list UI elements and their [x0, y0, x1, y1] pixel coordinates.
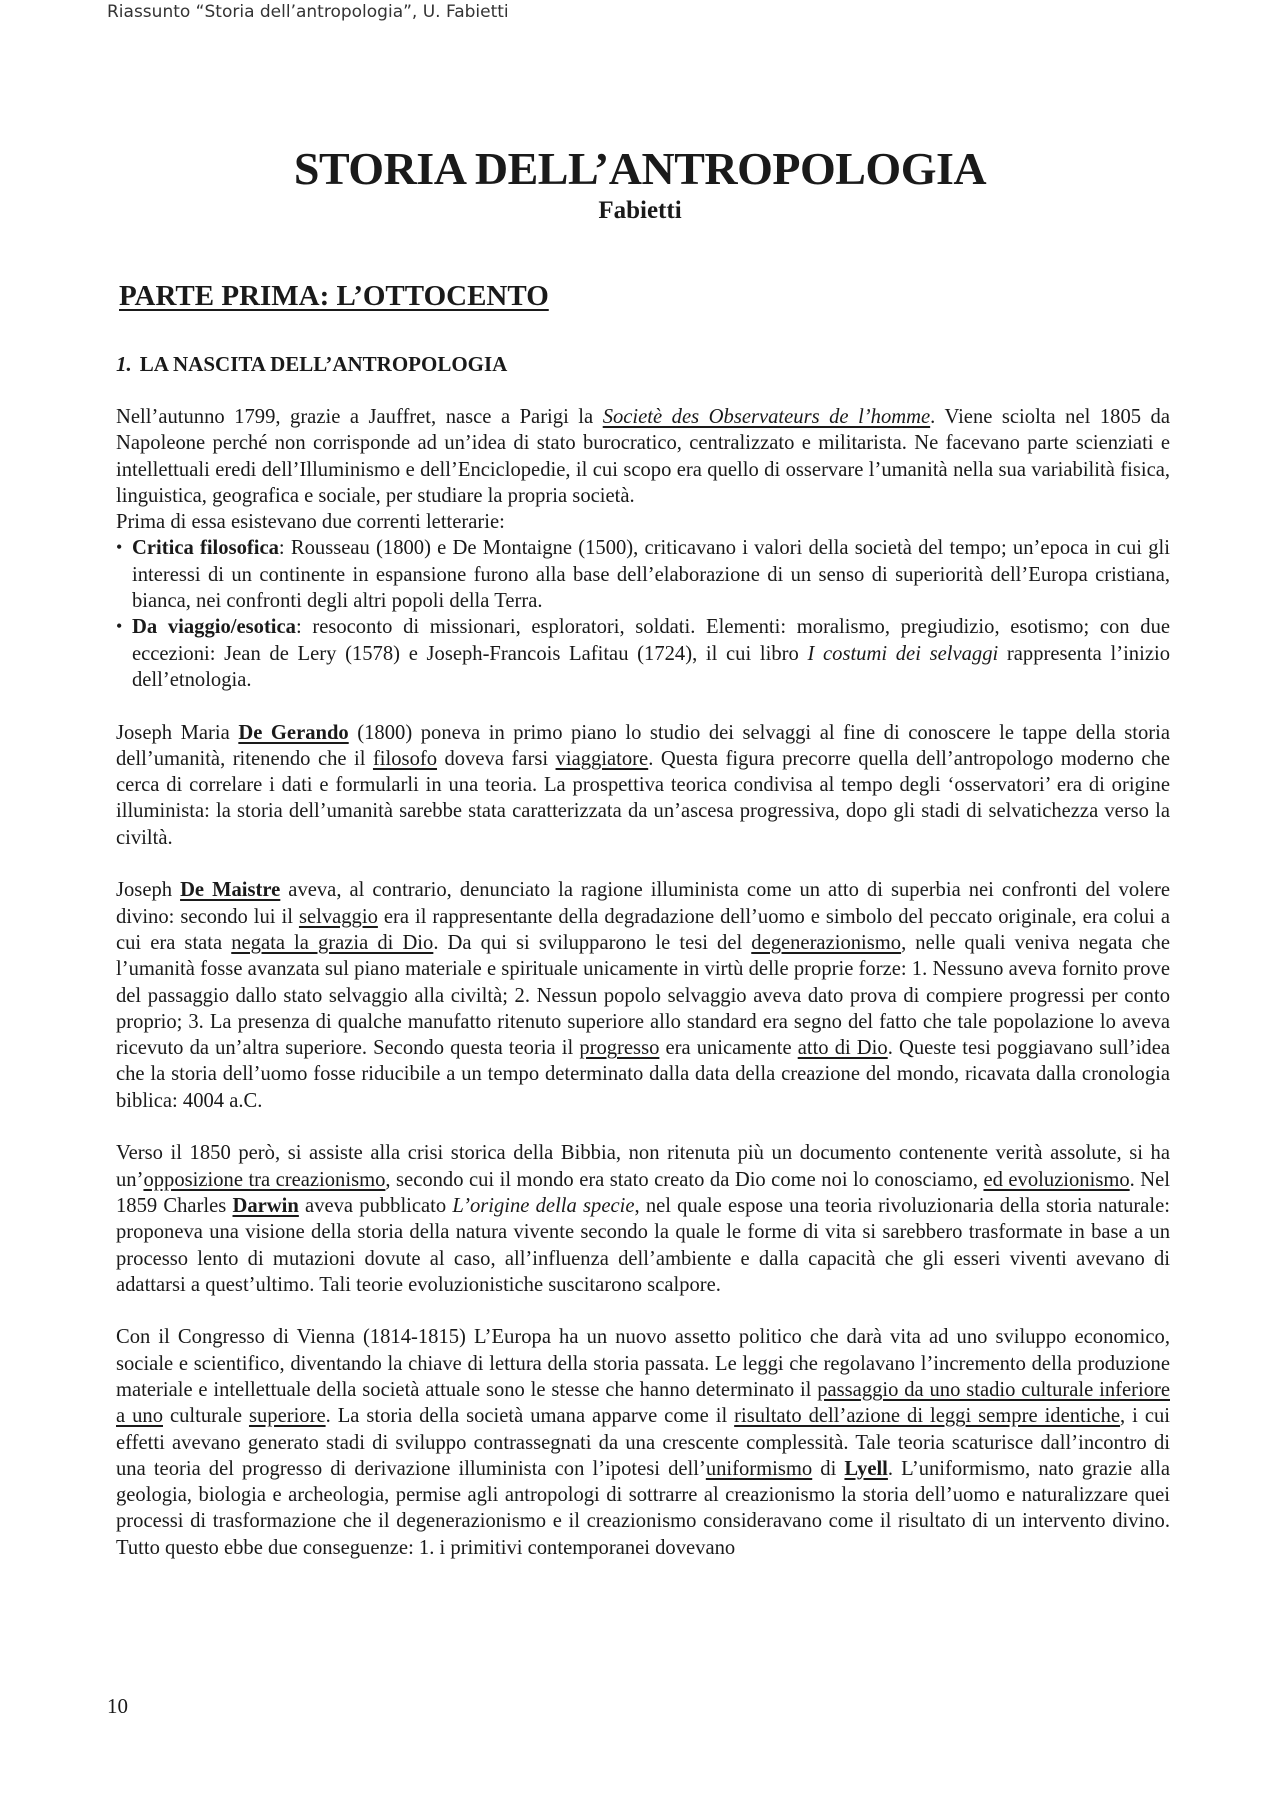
book-title: I costumi dei selvaggi [807, 642, 999, 665]
underlined-term: selvaggio [298, 905, 378, 928]
underlined-term: progresso [579, 1037, 660, 1060]
text-span: . Da qui si svilupparono le tesi del [433, 931, 752, 954]
text-span: , nel quale espose una teoria rivoluzionaria della storia naturale: proponeva una visione della storia della natura vivente secondo la quale le forme di vita si sarebbero trasformate in base a un processo lento di mutazioni dovute al caso, all’influenza dell’ambiente e dalla capacità che gli esseri viventi avevano di adattarsi a quest’ultimo. Tali teorie evoluzionistiche suscitarono scalpore. [116, 1194, 1170, 1296]
list-term: Critica filosofica [132, 537, 279, 560]
text-span: doveva farsi [437, 747, 556, 770]
chapter-title-text: LA NASCITA DELL’ANTROPOLOGIA [139, 352, 508, 376]
text-span: Con il Congresso di Vienna (1814-1815) L’Europa ha un nuovo assetto politico che darà vita ad uno sviluppo economico, sociale e scientifico, diventando la chiave di lettura della storia passata. Le leggi che regolavano l’incremento della produzione materiale e intellettuale della società attuale sono le stesse che hanno determinato il [116, 1326, 1170, 1401]
underlined-term: negata la grazia di Dio [231, 931, 434, 954]
underlined-term: passaggio da uno stadio culturale inferiore a uno [116, 1378, 1170, 1428]
part-title: PARTE PRIMA: L’OTTOCENTO [119, 280, 549, 312]
underlined-term: opposizione tra creazionismo [143, 1168, 386, 1191]
text-span: , i cui effetti avevano generato stadi di sviluppo contrassegnati da una crescente complessità. Tale teoria scaturisce dall’incontro di una teoria del progresso di derivazione illuminista con l’ipotesi dell’ [116, 1405, 1170, 1480]
text-span: . L’uniformismo, nato grazie alla geologia, biologia e archeologia, permise agli antropologi di sottrarre al creazionismo la storia dell’uomo e naturalizzare quei processi di trasformazione che il degenerazionismo e il creazionismo consideravano come il risultato di un intervento divino. Tutto questo ebbe due conseguenze: 1. i primitivi contemporanei dovevano [116, 1457, 1170, 1559]
underlined-term: viaggiatore [555, 747, 649, 770]
chapter-number: 1. [116, 352, 132, 376]
text-span: Verso il 1850 però, si assiste alla crisi storica della Bibbia, non ritenuta più un documento contenente verità assolute, si ha un’ [116, 1142, 1170, 1191]
text-span: Joseph Maria [116, 721, 239, 744]
text-span: era unicamente [659, 1037, 798, 1060]
text-span: culturale [163, 1405, 249, 1428]
list-term: Da viaggio/esotica [132, 616, 296, 639]
underlined-term: atto di Dio [797, 1037, 888, 1060]
name-lyell: Lyell [844, 1457, 888, 1480]
paragraph-congresso-vienna [116, 1324, 1170, 1561]
name-darwin: Darwin [232, 1194, 299, 1217]
text-span: , secondo cui il mondo era stato creato da Dio come noi lo conosciamo, [385, 1168, 984, 1191]
document-author: Fabietti [598, 197, 682, 224]
underlined-term: filosofo [372, 747, 438, 770]
body-text [116, 404, 1170, 1561]
text-span: . Queste tesi poggiavano sull’idea che la storia dell’uomo fosse riducibile a un tempo determinato dalla data della creazione del mondo, ricavata dalla cronologia biblica: 4004 a.C. [116, 1037, 1170, 1112]
paragraph-de-maistre [116, 877, 1170, 1114]
text-span: aveva, al contrario, denunciato la ragione illuminista come un atto di superbia nei confronti del volere divino: secondo lui il [116, 879, 1170, 928]
paragraph-de-gerando [116, 720, 1170, 851]
currents-list [116, 535, 1170, 693]
list-text: : resoconto di missionari, esploratori, soldati. Elementi: moralismo, pregiudizio, esotismo; con due eccezioni: Jean de Lery (1578) e Joseph-Francois Lafitau (1724), il cui libro [132, 616, 1171, 665]
book-title: L’origine della specie [452, 1194, 635, 1217]
text-span: era il rappresentante della degradazione dell’uomo e simbolo del peccato originale, era colui a cui era stata [116, 905, 1170, 954]
text-span: (1800) poneva in primo piano lo studio dei selvaggi al fine di conoscere le tappe della storia dell’umanità, ritenendo che il [116, 721, 1171, 770]
paragraph-societe [116, 404, 1170, 509]
underlined-term: uniformismo [705, 1457, 813, 1480]
running-header: Riassunto “Storia dell’antropologia”, U. Fabietti [107, 2, 509, 22]
societe-title: Societè des Observateurs de l’homme [602, 406, 931, 428]
text-span: . La storia della società umana apparve come il [325, 1405, 735, 1428]
underlined-term: ed evoluzionismo [983, 1168, 1130, 1191]
underlined-term: superiore [248, 1405, 326, 1428]
text-span: Joseph [116, 879, 181, 902]
paragraph-darwin [116, 1140, 1170, 1298]
document-title: STORIA DELL’ANTROPOLOGIA [293, 143, 987, 194]
text-span: . Nel 1859 Charles [116, 1168, 1171, 1217]
paragraph-currents-intro: Prima di essa esistevano due correnti letterarie: [116, 511, 505, 534]
text-span: , nelle quali veniva negata che l’umanità fosse avanzata sul piano materiale e spirituale unicamente in virtù delle proprie forze: 1. Nessuno aveva fornito prove del passaggio dallo stato selvaggio alla civiltà; 2. Nessun popolo selvaggio aveva dato prova di compiere progressi per conto proprio; 3. La presenza di qualche manufatto ritenuto superiore allo standard era segno del fatto che tale popolazione lo aveva ricevuto da un’altra superiore. Secondo questa teoria il [116, 931, 1170, 1060]
text-span: Nell’autunno 1799, grazie a Jauffret, nasce a Parigi la [116, 406, 603, 428]
text-span: aveva pubblicato [298, 1194, 453, 1217]
list-text: rappresenta l’inizio dell’etnologia. [132, 642, 1170, 691]
name-de-maistre: De Maistre [180, 879, 281, 902]
text-span: . Questa figura precorre quella dell’antropologo moderno che cerca di correlare i dati e formularli in una teoria. La prospettiva teorica condivisa al tempo degli ‘osservatori’ era di origine illuminista: la storia dell’umanità sarebbe stata caratterizzata da un’ascesa progressiva, dopo gli stadi di selvatichezza verso la civiltà. [116, 747, 1171, 849]
text-span: di [812, 1457, 845, 1480]
list-item-viaggio [116, 614, 1170, 693]
list-item-critica [116, 535, 1170, 614]
text-span: . Viene sciolta nel 1805 da Napoleone perché non corrisponde ad un’idea di stato burocratico, centralizzato e militarista. Ne facevano parte scienziati e intellettuali eredi dell’Illuminismo e dell’Enciclopedie, il cui scopo era quello di osservare l’umanità nella sua variabilità fisica, linguistica, geografica e sociale, per studiare la propria società. [116, 406, 1170, 507]
title-block [0, 143, 1280, 227]
name-de-gerando: De Gerando [238, 721, 349, 744]
chapter-title [116, 352, 507, 377]
page-number: 10 [107, 1694, 128, 1718]
list-text: : Rousseau (1800) e De Montaigne (1500), criticavano i valori della società del tempo; un’epoca in cui gli interessi di un continente in espansione furono alla base dell’elaborazione di un senso di superiorità dell’Europa cristiana, bianca, nei confronti degli altri popoli della Terra. [132, 537, 1171, 613]
underlined-term: risultato dell’azione di leggi sempre identiche [734, 1405, 1121, 1428]
underlined-term: degenerazionismo [751, 931, 902, 954]
